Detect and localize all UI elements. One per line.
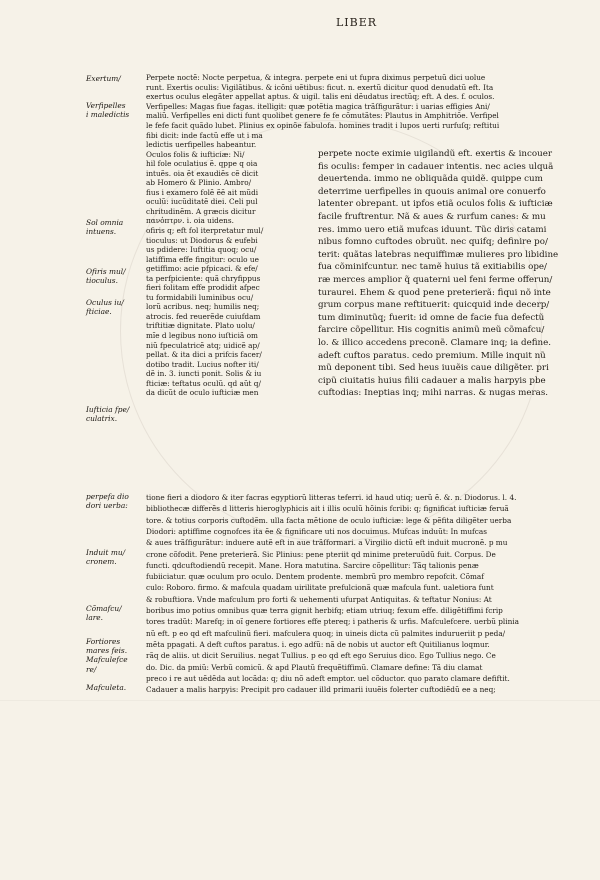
text-line: terit: quãtas latebras nequiffimæ mulieres pro libidine [318, 249, 559, 260]
text-line: maliũ. Verfipelles eni dicti funt quolibet genere fe fe cõmutãtes: Plautus in Amphitriõe. Verfipel [146, 111, 499, 121]
text-line: deterrime uerfipelles in quouis animal ore conuerfo [318, 186, 546, 197]
margin-note: Cõmafcu/ lare. [86, 604, 122, 623]
text-line: fius i examero folẽ ẽẽ ait mũdi [146, 187, 259, 197]
text-line: atrocis. fed reuerẽde cuiufdam [146, 311, 261, 321]
margin-note: Sol omnia intuens. [86, 218, 124, 237]
text-line: getiffimo: acie pfpicaci. & efe/ [146, 264, 258, 274]
text-line: facile fruftrentur. Nã & aues & rurfum canes: & mu [318, 212, 546, 222]
margin-note: Iufticia fpe/ culatrix. [86, 405, 130, 424]
text-line: culo: Roboro. firmo. & mafcula quadam uirilitate prefulcionã quæ mafcula funt. ualetiora funt [146, 583, 494, 593]
text-line: ta perfpiciente: quã chryfippus [146, 273, 261, 283]
text-line: le fefe facit quãdo lubet. Plinius ex opinõe fabulofa. homines tradit i lupos uerti rurfuſq; reftitui [146, 121, 500, 130]
page-seam [0, 700, 600, 701]
text-line: grum corpus mane reftituerit: quicquid inde decerp/ [318, 300, 550, 311]
text-line: Verfipelles: Magas fiue fagas. itelligit: quæ potẽtia magica trãſfigurãtur: i uarias effigies Ani/ [146, 101, 490, 111]
text-line: rãq de aliis. ut dicit Seruilius. negat Tullius. p eo qd eft ego Seruius dico. Ego Tullius nego. Ce [146, 651, 496, 661]
margin-note: Fortiores mares feis. Mafculefce re/ [86, 637, 128, 674]
text-line: hil fole oculatius ẽ. qppe q oia [146, 159, 258, 169]
text-line: ab Homero & Plinio. Ambro/ [146, 178, 252, 188]
text-line: oculũ: iucũditatẽ diei. Celi pul [146, 197, 258, 207]
text-line: mĩe d legibus nono iuſticiã om [146, 331, 258, 340]
text-line: Perpete noctẽ: Nocte perpetua, & integra. perpete eni ut fupra diximus perpetuũ dici uolue [146, 73, 486, 82]
text-line: fua cõminifcuntur. nec tamẽ huius tã exitiabilis ope/ [318, 262, 547, 273]
text-line: tione fieri a diodoro & iter facras egyptiorũ litteras teferri. id haud utiq; uerũ ẽ. &. n. Diodorus. l. 4. [146, 493, 517, 502]
text-line: tioculus: ut Diodorus & eufebi [146, 235, 258, 245]
margin-note: Ofiris mul/ tioculus. [86, 267, 126, 286]
text-line: Oculos folis & iufticiæ: Ni/ [146, 149, 245, 159]
text-line: Cadauer a malis harpyis: Precipit pro cadauer illd primarii iuuẽis folerter cuftodiẽdũ ee a neq; [146, 685, 496, 695]
text-line: crone cõfodit. Pene preterierã. Sic Plinius: pene pteriit qd minime preteruũdũ fuit. Corpus. De [146, 549, 496, 559]
text-line: tum diminutũq; fuerit: id omne de facie fua defectũ [318, 312, 545, 323]
text-line: functi. qdcuftodiendũ recepit. Mane. Hora matutina. Sarcire cõpellitur: Tãq talionis penæ [146, 560, 479, 570]
text-line: us pdidere: Iuftitia quoq; ocu/ [146, 245, 257, 255]
text-line: exertus oculus elegãter appellat aptus. & uigil. talis eni dẽudatus irectũq; eft. A des. f. oculos. [146, 92, 495, 102]
text-line: ledictis uerfipelles habeantur. [146, 140, 257, 149]
text-line: intuẽs. oia ẽt exaudiẽs cẽ dicit [146, 168, 259, 178]
page-header: LIBER [336, 16, 378, 29]
text-line: nibus fomno cuftodes obruũt. nec quifq; definire po/ [318, 237, 548, 248]
text-line: & aues trãſfigurãtur: induere autẽ eft in aue trãſformari. a Virgilio dictũ eft induit mucronẽ. p mu [146, 538, 508, 548]
text-line: fticiæ: teftatus oculũ. qd aũt q/ [146, 378, 261, 388]
text-line: fubiiciatur. quæ oculum pro oculo. Dentem prodente. membrũ pro membro repofcit. Cõmaf [146, 572, 484, 582]
text-line: cuftodias: Ineptias inq; mihi narras. & nugas meras. [318, 388, 549, 399]
text-line: fieri folitam effe prodidit afpec [146, 283, 260, 293]
text-line: bibliothecæ differẽs d litteris hieroglyphicis ait i illis oculũ hõinis fcribi: q; fignificat iufticiæ feruã [146, 504, 509, 514]
text-line: deuertenda. immo ne obliquãda quidẽ. quippe cum [318, 174, 543, 185]
text-line: do. Dic. da pmiũ: Verbũ comicũ. & apd Plautũ frequẽtiffimũ. Clamare define: Tã diu clamat [146, 662, 483, 672]
text-line: boribus imo potius omnibus quæ terra gignit herbifq; etiam utriuq; fexum effe. diligẽtiffimi fcrip [146, 606, 503, 615]
text-line: tu formidabili luminibus ocu/ [146, 292, 254, 302]
text-line: latiffima effe fingitur: oculo ue [146, 254, 259, 264]
text-line: dotibo tradit. Lucius nofter iti/ [146, 359, 259, 369]
text-line: pellat. & ita dici a prifcis facer/ [146, 350, 262, 360]
text-line: adeft cuftos paratus. cedo premium. Mille inquit nũ [318, 350, 546, 361]
text-line: mẽta ppagati. A deft cuftos paratus. i. ego adfũ: nã de nobis ut auctor eft Quitilianus loqmur. [146, 639, 490, 649]
text-line: niũ fpeculatricẽ atq; uidicẽ ap/ [146, 340, 260, 350]
text-line: runt. Exertis oculis: Vigilãtibus. & icõni uẽtibus: ficut. n. exertũ dicitur quod denudatũ eft. Ita [146, 82, 494, 92]
text-line: preco i re aut uẽdẽda aut locãda: q; diu nõ adeft emptor. uel cõductor. quo parato clamare defiftit. [146, 673, 510, 683]
text-line: dẽ in. 3. iuncti ponit. Solis & iu [146, 369, 262, 379]
text-line: chritudinẽm. A græcis dicitur [146, 206, 256, 216]
text-line: πανὀπτρν. i. oia uidens. [146, 216, 234, 226]
text-line: mũ deponent tibi. Sed heus iuuẽis caue diligẽter. pri [318, 363, 549, 374]
text-line: latenter obrepant. ut ipfos etiã oculos folis & iufticiæ [318, 199, 553, 210]
text-line: ofiris q; eft fol iterpretatur mul/ [146, 225, 264, 235]
text-line: Diodori: aptiffime cognofces ita ẽe & fignificare uti nos docuimus. Mufcas induũt: In mufcas [146, 526, 487, 536]
text-line: perpete nocte eximie uigilandũ eft. exertis & incouer [318, 149, 553, 159]
text-line: lo. & illico accedens preconẽ. Clamare inq; ia define. [318, 338, 552, 348]
text-line: da dicũt de oculo iufticiæ men [146, 388, 259, 398]
text-line: triftitiæ dignitate. Plato uolu/ [146, 321, 255, 331]
text-line: fibi dicit: inde factũ effe ut i ma [146, 130, 263, 140]
margin-note: Exertum/ [86, 74, 121, 83]
text-line: turaurei. Ehem & quod pene preterierã: fiqui nõ inte [318, 287, 551, 298]
text-line: tore. & totius corporis cuftodẽm. ulla facta mẽtione de oculo iufticiæ: lege & pẽfita diligẽter uerba [146, 515, 512, 525]
text-line: tores tradũt: Marefq; in oĩ genere fortiores effe ptereq; i patheris & urfis. Mafculefcere. uerbũ plinia [146, 617, 519, 627]
margin-note: Verfipelles i maledictis [86, 101, 130, 120]
text-line: fis oculis: femper in cadauer intentis. nec acies ulquã [318, 161, 554, 172]
margin-note: Oculus iu/ fticiae. [86, 298, 124, 317]
text-line: lorũ acribus. neq; humilis neq; [146, 302, 260, 312]
margin-note: Mafculeta. [86, 683, 127, 692]
text-line: farcire cõpellitur. His cognitis animũ meũ cõmafcu/ [318, 325, 545, 336]
text-line: ræ merces amplior q̃ quaterni uel feni ferme offerun/ [318, 275, 553, 285]
text-line: & robuftiora. Vnde mafculum pro forti & uehementi ufurpat Antiquitas. & teftatur Nonius: At [146, 594, 492, 604]
text-line: cipũ ciuitatis huius filii cadauer a malis harpyis pbe [318, 375, 546, 386]
text-line: nũ eft. p eo qd eft mafculinũ fieri. mafculera quoq; in uineis dicta cũ palmites indurueriit p peda/ [146, 628, 506, 638]
margin-note: perpefa dio dori uerba: [86, 492, 129, 511]
margin-note: Induit mu/ cronem. [86, 548, 126, 567]
text-line: res. immo uero etiã mufcas iduunt. Tũc diris catami [318, 224, 547, 235]
